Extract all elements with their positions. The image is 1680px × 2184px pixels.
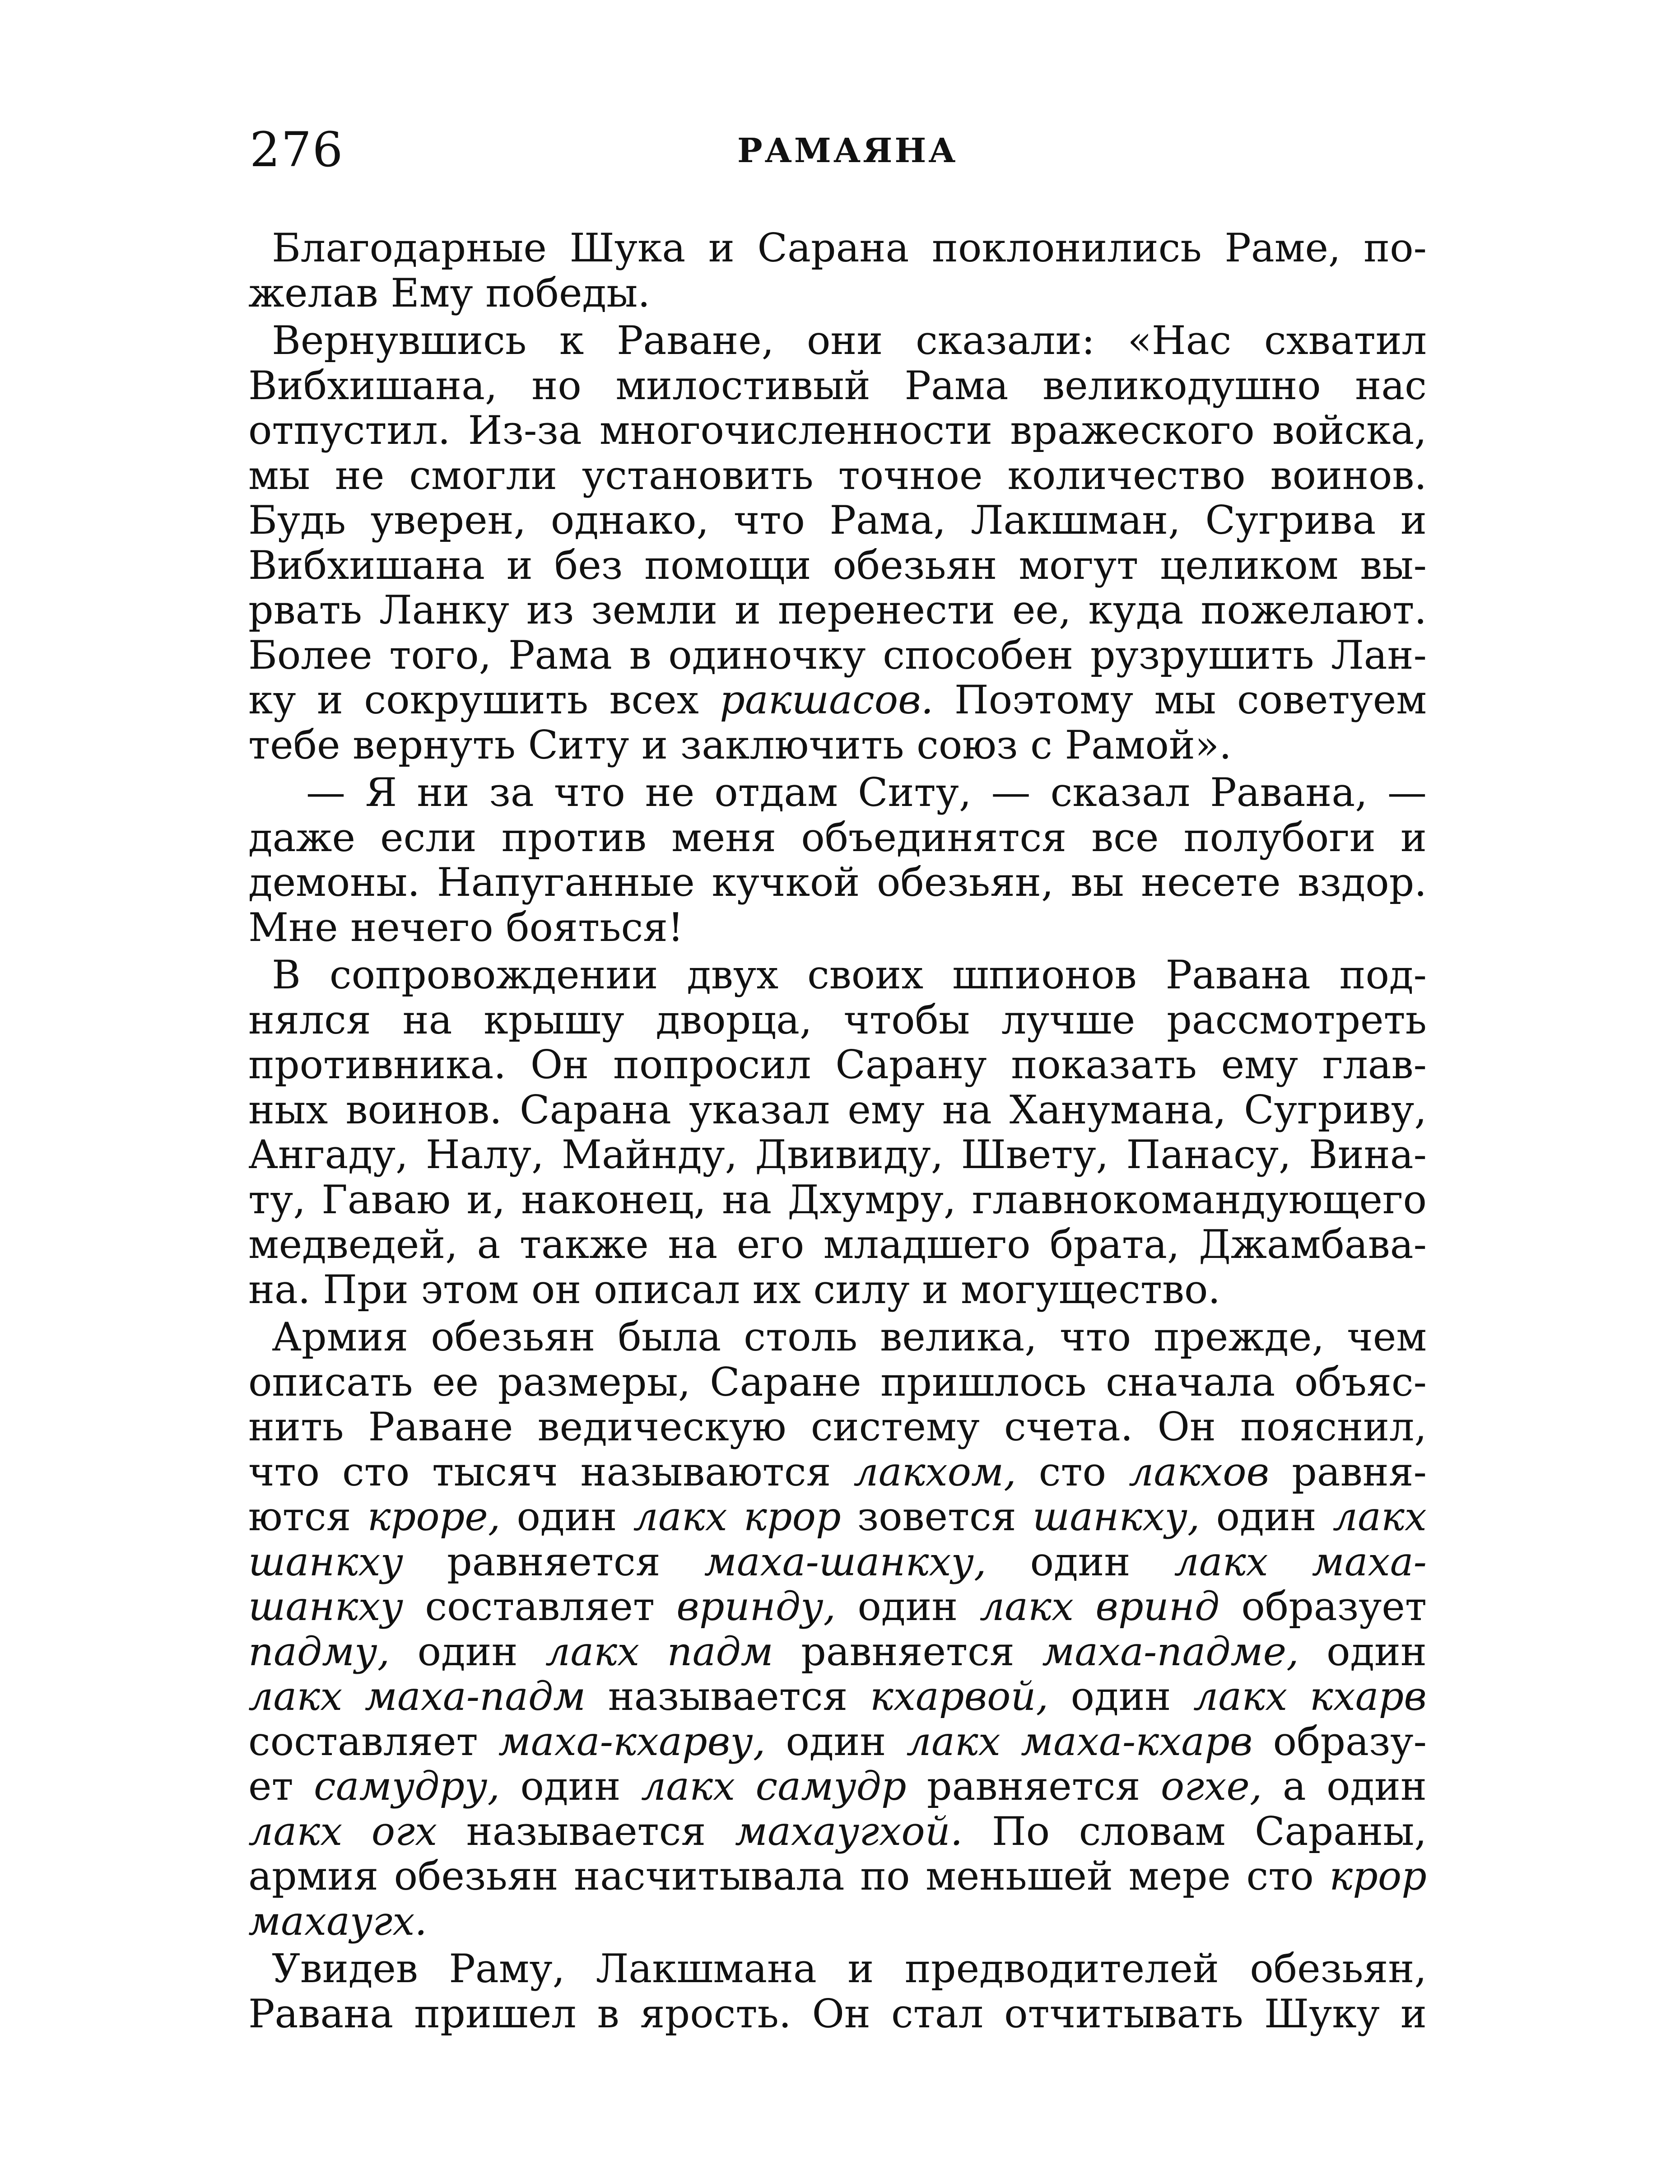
text-line: В сопровождении двух своих шпионов Равана под-	[272, 952, 1427, 998]
text-line: Мне нечего бояться!	[248, 904, 684, 950]
text-line: Более того, Рама в одиночку способен рузрушить Лан-	[248, 632, 1427, 678]
text-line: желав Ему победы.	[248, 270, 651, 316]
text-line: падму, один лакх падм равняется маха-падме, один	[248, 1628, 1427, 1675]
text-line: лакх огх называется махаугхой. По словам Сараны,	[248, 1808, 1427, 1854]
text-line: демоны. Напуганные кучкой обезьян, вы несете вздор.	[248, 859, 1427, 905]
running-title: РАМАЯНА	[737, 131, 958, 170]
text-line: Равана пришел в ярость. Он стал отчитывать Шуку и	[248, 1990, 1427, 2037]
text-line: Армия обезьян была столь велика, что прежде, чем	[272, 1314, 1427, 1360]
text-line: что сто тысяч называются лакхом, сто лакхов равня-	[248, 1448, 1427, 1495]
text-line: ту, Гаваю и, наконец, на Дхумру, главнокомандующего	[248, 1176, 1427, 1223]
text-line: шанкху составляет вринду, один лакх вринд образует	[248, 1583, 1427, 1630]
text-line: лакх маха-падм называется кхарвой, один лакх кхарв	[248, 1673, 1427, 1719]
text-line: армия обезьян насчитывала по меньшей мере сто крор	[248, 1853, 1427, 1899]
text-line: махаугх.	[248, 1898, 428, 1944]
text-line: Вибхишана и без помощи обезьян могут целиком вы-	[248, 542, 1427, 588]
text-line: рвать Ланку из земли и перенести ее, куда пожелают.	[248, 587, 1427, 633]
text-line: даже если против меня объединятся все полубоги и	[248, 814, 1427, 861]
text-line: мы не смогли установить точное количество воинов.	[248, 452, 1427, 498]
text-line: отпустил. Из-за многочисленности вражеского войска,	[248, 407, 1427, 453]
text-line: Ангаду, Налу, Майнду, Двивиду, Швету, Панасу, Вина-	[248, 1132, 1427, 1178]
text-line: противника. Он попросил Сарану показать ему глав-	[248, 1042, 1427, 1088]
text-line: Благодарные Шука и Сарана поклонились Раме, по-	[272, 225, 1427, 271]
text-line: Будь уверен, однако, что Рама, Лакшман, Сугрива и	[248, 497, 1427, 543]
text-line: нить Раване ведическую систему счета. Он пояснил,	[248, 1404, 1427, 1450]
text-line: Вернувшись к Раване, они сказали: «Нас схватил	[272, 317, 1427, 363]
text-line: на. При этом он описал их силу и могущество.	[248, 1266, 1221, 1313]
page-number: 276	[250, 122, 344, 177]
text-line: Вибхишана, но милостивый Рама великодушно нас	[248, 362, 1427, 409]
text-line: тебе вернуть Ситу и заключить союз с Рамой».	[248, 722, 1232, 768]
page-header	[250, 118, 1424, 191]
text-line: ются кроре, один лакх крор зовется шанкху, один лакх	[248, 1494, 1427, 1540]
text-line: ет самудру, один лакх самудр равняется огхе, а один	[248, 1763, 1427, 1809]
text-line: описать ее размеры, Саране пришлось сначала объяс-	[248, 1359, 1427, 1405]
text-line: медведей, а также на его младшего брата, Джамбава-	[248, 1221, 1427, 1267]
text-line: ных воинов. Сарана указал ему на Ханумана, Сугриву,	[248, 1086, 1427, 1133]
text-line: — Я ни за что не отдам Ситу, — сказал Равана, —	[306, 769, 1427, 815]
text-line: составляет маха-кхарву, один лакх маха-кхарв образу-	[248, 1718, 1427, 1765]
text-line: нялся на крышу дворца, чтобы лучше рассмотреть	[248, 997, 1427, 1043]
text-line: ку и сокрушить всех ракшасов. Поэтому мы советуем	[248, 677, 1427, 723]
body-text	[248, 226, 1427, 2036]
text-line: Увидев Раму, Лакшмана и предводителей обезьян,	[272, 1946, 1427, 1992]
text-line: шанкху равняется маха-шанкху, один лакх маха-	[248, 1538, 1427, 1585]
